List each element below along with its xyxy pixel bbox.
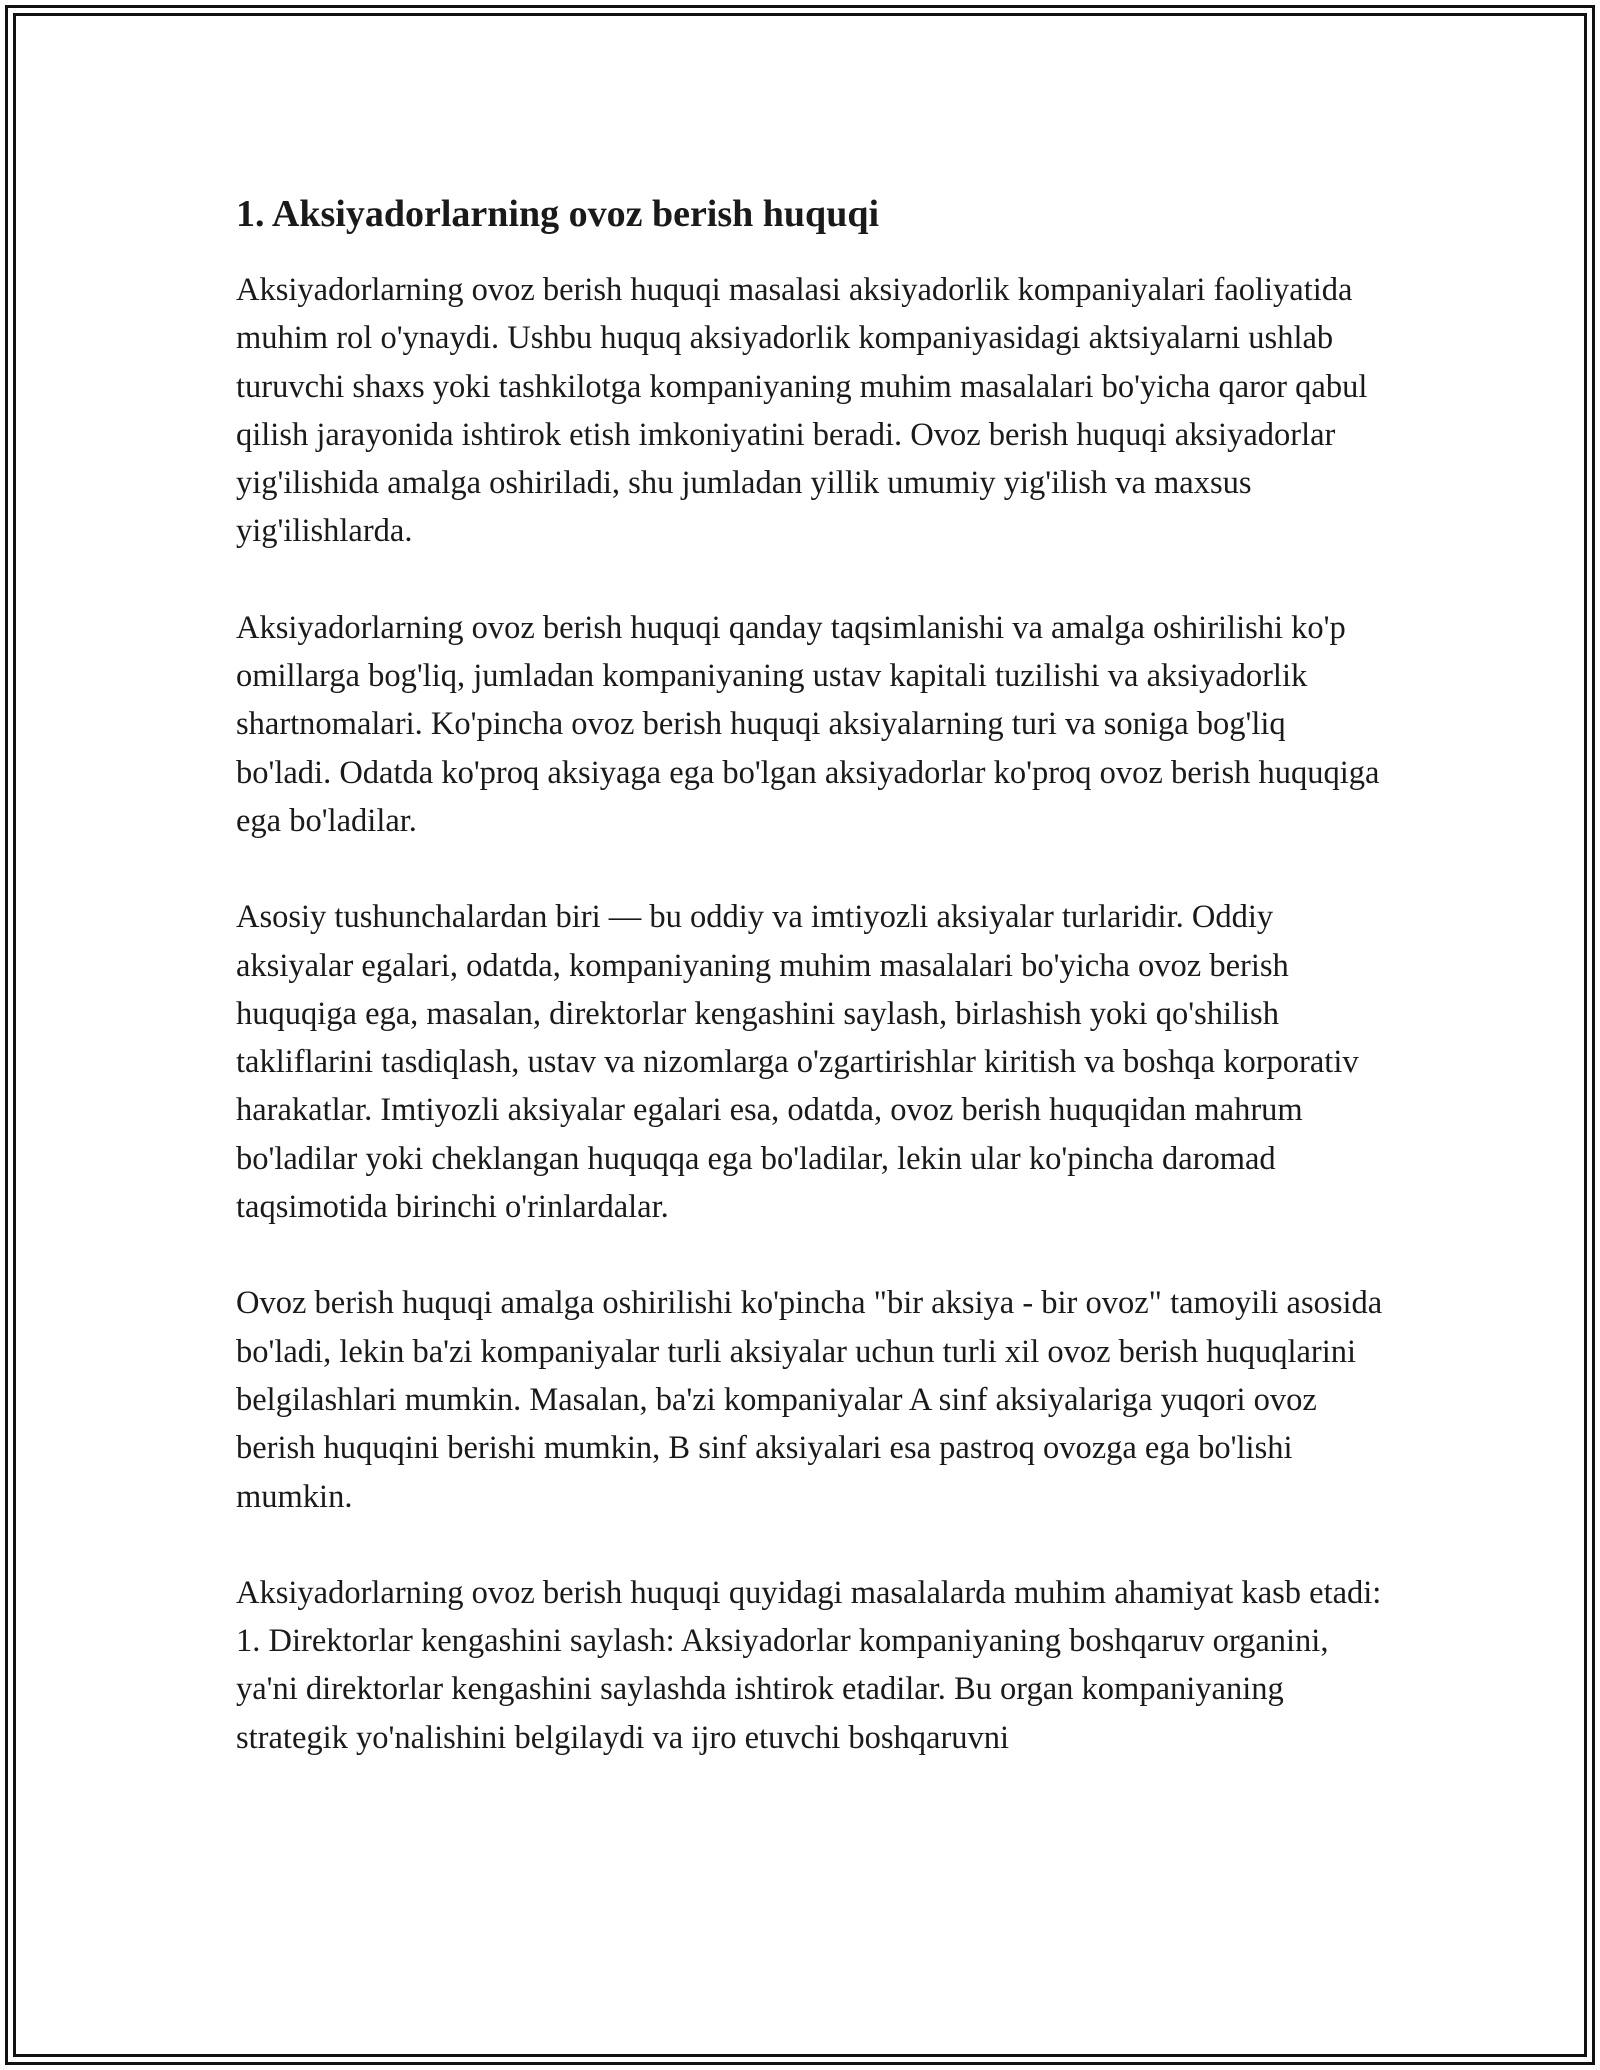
list-intro: Aksiyadorlarning ovoz berish huquqi quyidagi masalalarda muhim ahamiyat kasb etadi:: [236, 1574, 1382, 1611]
paragraph-4: Ovoz berish huquqi amalga oshirilishi ko'pincha "bir aksiya - bir ovoz" tamoyili asosida bo'ladi, lekin ba'zi kompaniyalar turli aksiyalar uchun turli xil ovoz berish huquqlarini belgilashlari mumkin. Masalan, ba'zi kompaniyalar A sinf aksiyalariga yuqori ovoz berish huquqini berishi mumkin, B sinf aksiyalari esa pastroq ovozga ega bo'lishi mumkin.: [236, 1285, 1383, 1515]
section-heading: 1. Aksiyadorlarning ovoz berish huquqi: [236, 193, 880, 235]
paragraph-3: Asosiy tushunchalardan biri — bu oddiy va imtiyozli aksiyalar turlaridir. Oddiy aksiyalar egalari, odatda, kompaniyaning muhim masalalari bo'yicha ovoz berish huquqiga ega, masalan, direktorlar kengashini saylash, birlashish yoki qo'shilish takliflarini tasdiqlash, ustav va nizomlarga o'zgartirishlar kiritish va boshqa korporativ harakatlar. Imtiyozli aksiyalar egalari esa, odatda, ovoz berish huquqidan mahrum bo'ladilar yoki cheklangan huquqqa ega bo'ladilar, lekin ular ko'pincha daromad taqsimotida birinchi o'rinlardalar.: [236, 899, 1359, 1226]
document-body: [236, 186, 1386, 1762]
paragraph-1: Aksiyadorlarning ovoz berish huquqi masalasi aksiyadorlik kompaniyalari faoliyatida muhim rol o'ynaydi. Ushbu huquq aksiyadorlik kompaniyasidagi aktsiyalarni ushlab turuvchi shaxs yoki tashkilotga kompaniyaning muhim masalalari bo'yicha qaror qabul qilish jarayonida ishtirok etish imkoniyatini beradi. Ovoz berish huquqi aksiyadorlar yig'ilishida amalga oshiriladi, shu jumladan yillik umumiy yig'ilish va maxsus yig'ilishlarda.: [236, 272, 1368, 550]
list-item-1: 1. Direktorlar kengashini saylash: Aksiyadorlar kompaniyaning boshqaruv organini, ya'ni direktorlar kengashini saylashda ishtirok etadilar. Bu organ kompaniyaning strategik yo'nalishini belgilaydi va ijro etuvchi boshqaruvni: [236, 1623, 1329, 1756]
paragraph-2: Aksiyadorlarning ovoz berish huquqi qanday taqsimlanishi va amalga oshirilishi ko'p omillarga bog'liq, jumladan kompaniyaning ustav kapitali tuzilishi va aksiyadorlik shartnomalari. Ko'pincha ovoz berish huquqi aksiyalarning turi va soniga bog'liq bo'ladi. Odatda ko'proq aksiyaga ega bo'lgan aksiyadorlar ko'proq ovoz berish huquqiga ega bo'ladilar.: [236, 609, 1380, 839]
